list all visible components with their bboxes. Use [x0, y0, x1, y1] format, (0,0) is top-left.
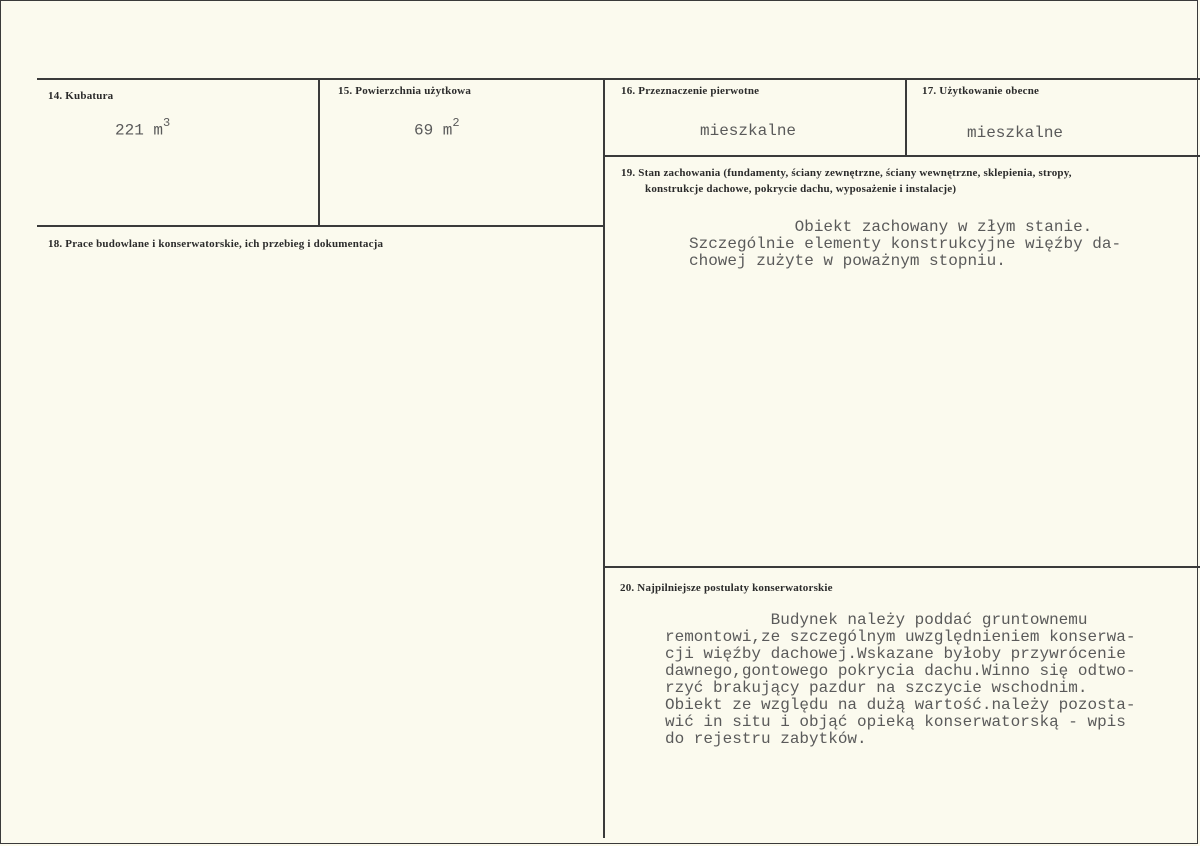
uzytkowanie-label: 17. Użytkowanie obecne [922, 85, 1040, 97]
postulaty-line: Obiekt ze względu na dużą wartość.należy pozosta- [665, 696, 1136, 714]
prace-label: 18. Prace budowlane i konserwatorskie, ich przebieg i dokumentacja [48, 238, 384, 250]
postulaty-line: rzyć brakujący pazdur na szczycie wschodnim. [665, 679, 1088, 697]
uzytkowanie-value: mieszkalne [967, 124, 1064, 142]
divider-16-17 [905, 78, 907, 156]
stan-line: chowej zużyte w poważnym stopniu. [689, 252, 1006, 270]
powierzchnia-label: 15. Powierzchnia użytkowa [338, 85, 472, 97]
stan-label-line2: konstrukcje dachowe, pokrycie dachu, wyposażenie i instalacje) [645, 183, 957, 195]
postulaty-line: remontowi,ze szczególnym uwzględnieniem konserwa- [665, 628, 1136, 646]
postulaty-line: Budynek należy poddać gruntownemu [665, 611, 1088, 629]
rule-under-14-15 [37, 225, 605, 227]
kubatura-number: 221 m [115, 121, 164, 140]
kubatura-value [115, 118, 170, 139]
przeznaczenie-label: 16. Przeznaczenie pierwotne [621, 85, 760, 97]
powierzchnia-value [414, 118, 460, 139]
stan-label-line1: 19. Stan zachowania (fundamenty, ściany zewnętrzne, ściany wewnętrzne, sklepienia, stropy, [621, 167, 1072, 179]
kubatura-label: 14. Kubatura [48, 90, 114, 102]
kubatura-exponent: 3 [163, 116, 171, 130]
powierzchnia-number: 69 m [414, 121, 453, 140]
rule-above-20 [603, 566, 1200, 568]
przeznaczenie-value: mieszkalne [700, 122, 797, 140]
rule-under-16-17 [604, 155, 1200, 157]
stan-line: Obiekt zachowany w złym stanie. [689, 218, 1093, 236]
postulaty-line: dawnego,gontowego pokrycia dachu.Winno się odtwo- [665, 662, 1136, 680]
stan-text [689, 219, 1121, 270]
top-rule [37, 78, 1200, 80]
postulaty-line: wić in situ i objąć opieką konserwatorską - wpis [665, 713, 1126, 731]
powierzchnia-exponent: 2 [452, 116, 460, 130]
postulaty-text [665, 612, 1135, 748]
postulaty-line: do rejestru zabytków. [665, 730, 867, 748]
postulaty-line: cji więźby dachowej.Wskazane byłoby przywrócenie [665, 645, 1126, 663]
divider-14-15 [318, 78, 320, 226]
postulaty-label: 20. Najpilniejsze postulaty konserwatorskie [620, 582, 833, 594]
divider-center [603, 78, 605, 838]
stan-line: Szczególnie elementy konstrukcyjne więźby da- [689, 235, 1122, 253]
